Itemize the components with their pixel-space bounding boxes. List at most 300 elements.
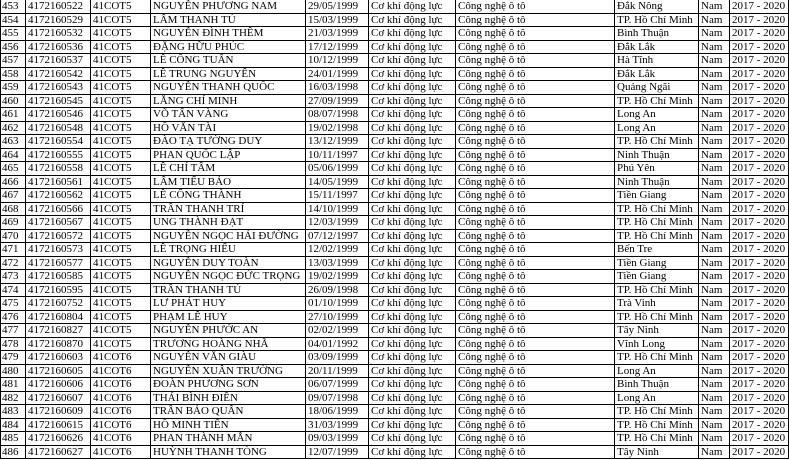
major-cell: Công nghệ ô tô	[456, 229, 615, 243]
table-row	[1, 445, 789, 459]
class-code-cell: 41COT5	[91, 337, 151, 351]
province-cell: TP. Hồ Chí Minh	[615, 216, 699, 230]
course-years-cell: 2017 - 2020	[730, 135, 789, 149]
major-cell: Công nghệ ô tô	[456, 13, 615, 27]
table-row	[1, 310, 789, 324]
province-cell: TP. Hồ Chí Minh	[615, 310, 699, 324]
major-cell: Công nghệ ô tô	[456, 283, 615, 297]
gender-cell: Nam	[699, 162, 730, 176]
course-years-cell: 2017 - 2020	[730, 391, 789, 405]
row-number-cell: 478	[1, 337, 26, 351]
table-row	[1, 54, 789, 68]
class-code-cell: 41COT6	[91, 445, 151, 459]
course-years-cell: 2017 - 2020	[730, 256, 789, 270]
province-cell: Đắk Lắk	[615, 40, 699, 54]
student-id-cell: 4172160529	[26, 13, 91, 27]
student-id-cell: 4172160546	[26, 108, 91, 122]
student-name-cell: NGUYỄN PHƯƠNG NAM	[151, 0, 306, 13]
student-name-cell: LÊ TRUNG NGUYÊN	[151, 67, 306, 81]
student-name-cell: HỒ MINH TIẾN	[151, 418, 306, 432]
faculty-cell: Cơ khí động lực	[369, 135, 456, 149]
major-cell: Công nghệ ô tô	[456, 108, 615, 122]
gender-cell: Nam	[699, 0, 730, 13]
major-cell: Công nghệ ô tô	[456, 432, 615, 446]
table-row	[1, 405, 789, 419]
date-of-birth-cell: 05/06/1999	[306, 162, 369, 176]
major-cell: Công nghệ ô tô	[456, 135, 615, 149]
date-of-birth-cell: 27/10/1999	[306, 310, 369, 324]
student-name-cell: LÂM THANH TÚ	[151, 13, 306, 27]
row-number-cell: 480	[1, 364, 26, 378]
faculty-cell: Cơ khí động lực	[369, 13, 456, 27]
class-code-cell: 41COT6	[91, 364, 151, 378]
student-id-cell: 4172160573	[26, 243, 91, 257]
class-code-cell: 41COT6	[91, 432, 151, 446]
class-code-cell: 41COT5	[91, 148, 151, 162]
student-name-cell: HUỲNH THANH TÒNG	[151, 445, 306, 459]
date-of-birth-cell: 08/07/1998	[306, 108, 369, 122]
student-id-cell: 4172160605	[26, 364, 91, 378]
student-name-cell: TRẦN THANH TÚ	[151, 283, 306, 297]
major-cell: Công nghệ ô tô	[456, 202, 615, 216]
gender-cell: Nam	[699, 202, 730, 216]
course-years-cell: 2017 - 2020	[730, 121, 789, 135]
faculty-cell: Cơ khí động lực	[369, 364, 456, 378]
faculty-cell: Cơ khí động lực	[369, 94, 456, 108]
date-of-birth-cell: 26/09/1998	[306, 283, 369, 297]
major-cell: Công nghệ ô tô	[456, 175, 615, 189]
course-years-cell: 2017 - 2020	[730, 81, 789, 95]
row-number-cell: 454	[1, 13, 26, 27]
row-number-cell: 453	[1, 0, 26, 13]
course-years-cell: 2017 - 2020	[730, 405, 789, 419]
province-cell: Long An	[615, 121, 699, 135]
row-number-cell: 485	[1, 432, 26, 446]
student-name-cell: HỒ VĂN TÀI	[151, 121, 306, 135]
date-of-birth-cell: 09/03/1999	[306, 432, 369, 446]
row-number-cell: 483	[1, 405, 26, 419]
class-code-cell: 41COT6	[91, 378, 151, 392]
student-id-cell: 4172160537	[26, 54, 91, 68]
gender-cell: Nam	[699, 405, 730, 419]
table-row	[1, 148, 789, 162]
faculty-cell: Cơ khí động lực	[369, 67, 456, 81]
table-row	[1, 108, 789, 122]
row-number-cell: 463	[1, 135, 26, 149]
table-row	[1, 283, 789, 297]
class-code-cell: 41COT5	[91, 94, 151, 108]
student-id-cell: 4172160609	[26, 405, 91, 419]
class-code-cell: 41COT5	[91, 81, 151, 95]
major-cell: Công nghệ ô tô	[456, 162, 615, 176]
table-row	[1, 351, 789, 365]
student-id-cell: 4172160532	[26, 27, 91, 41]
course-years-cell: 2017 - 2020	[730, 243, 789, 257]
province-cell: TP. Hồ Chí Minh	[615, 94, 699, 108]
row-number-cell: 468	[1, 202, 26, 216]
table-row	[1, 94, 789, 108]
date-of-birth-cell: 01/10/1999	[306, 297, 369, 311]
major-cell: Công nghệ ô tô	[456, 418, 615, 432]
class-code-cell: 41COT6	[91, 418, 151, 432]
row-number-cell: 460	[1, 94, 26, 108]
faculty-cell: Cơ khí động lực	[369, 297, 456, 311]
province-cell: Tiền Giang	[615, 270, 699, 284]
table-row	[1, 135, 789, 149]
row-number-cell: 475	[1, 297, 26, 311]
province-cell: Vĩnh Long	[615, 337, 699, 351]
course-years-cell: 2017 - 2020	[730, 67, 789, 81]
faculty-cell: Cơ khí động lực	[369, 324, 456, 338]
student-id-cell: 4172160870	[26, 337, 91, 351]
faculty-cell: Cơ khí động lực	[369, 243, 456, 257]
faculty-cell: Cơ khí động lực	[369, 229, 456, 243]
faculty-cell: Cơ khí động lực	[369, 337, 456, 351]
table-row	[1, 162, 789, 176]
date-of-birth-cell: 17/12/1999	[306, 40, 369, 54]
row-number-cell: 484	[1, 418, 26, 432]
gender-cell: Nam	[699, 13, 730, 27]
gender-cell: Nam	[699, 445, 730, 459]
province-cell: TP. Hồ Chí Minh	[615, 405, 699, 419]
date-of-birth-cell: 07/12/1997	[306, 229, 369, 243]
student-id-cell: 4172160572	[26, 229, 91, 243]
student-id-cell: 4172160595	[26, 283, 91, 297]
course-years-cell: 2017 - 2020	[730, 148, 789, 162]
province-cell: Tiền Giang	[615, 189, 699, 203]
row-number-cell: 457	[1, 54, 26, 68]
date-of-birth-cell: 19/02/1999	[306, 270, 369, 284]
province-cell: TP. Hồ Chí Minh	[615, 202, 699, 216]
major-cell: Công nghệ ô tô	[456, 297, 615, 311]
date-of-birth-cell: 10/11/1997	[306, 148, 369, 162]
student-id-cell: 4172160542	[26, 67, 91, 81]
table-row	[1, 27, 789, 41]
student-name-cell: NGUYỄN NGỌC HẢI ĐƯỜNG	[151, 229, 306, 243]
gender-cell: Nam	[699, 189, 730, 203]
student-name-cell: ĐÀO TẠ TƯỜNG DUY	[151, 135, 306, 149]
student-name-cell: ĐẶNG HỮU PHÚC	[151, 40, 306, 54]
faculty-cell: Cơ khí động lực	[369, 148, 456, 162]
date-of-birth-cell: 14/10/1999	[306, 202, 369, 216]
table-row	[1, 391, 789, 405]
student-name-cell: LÊ CHÍ TÂM	[151, 162, 306, 176]
course-years-cell: 2017 - 2020	[730, 324, 789, 338]
province-cell: Long An	[615, 108, 699, 122]
faculty-cell: Cơ khí động lực	[369, 351, 456, 365]
class-code-cell: 41COT5	[91, 229, 151, 243]
row-number-cell: 458	[1, 67, 26, 81]
major-cell: Công nghệ ô tô	[456, 0, 615, 13]
date-of-birth-cell: 19/02/1998	[306, 121, 369, 135]
student-name-cell: NGUYỄN PHƯỚC AN	[151, 324, 306, 338]
gender-cell: Nam	[699, 40, 730, 54]
province-cell: TP. Hồ Chí Minh	[615, 351, 699, 365]
course-years-cell: 2017 - 2020	[730, 351, 789, 365]
class-code-cell: 41COT5	[91, 108, 151, 122]
table-row	[1, 216, 789, 230]
province-cell: Long An	[615, 364, 699, 378]
course-years-cell: 2017 - 2020	[730, 297, 789, 311]
student-name-cell: LƯ PHÁT HUY	[151, 297, 306, 311]
province-cell: Ninh Thuận	[615, 175, 699, 189]
gender-cell: Nam	[699, 67, 730, 81]
province-cell: TP. Hồ Chí Minh	[615, 418, 699, 432]
course-years-cell: 2017 - 2020	[730, 0, 789, 13]
major-cell: Công nghệ ô tô	[456, 310, 615, 324]
faculty-cell: Cơ khí động lực	[369, 108, 456, 122]
student-id-cell: 4172160627	[26, 445, 91, 459]
row-number-cell: 467	[1, 189, 26, 203]
table-row	[1, 121, 789, 135]
row-number-cell: 472	[1, 256, 26, 270]
student-name-cell: LÂM TIỂU BẢO	[151, 175, 306, 189]
row-number-cell: 469	[1, 216, 26, 230]
table-row	[1, 243, 789, 257]
student-name-cell: NGUYỄN VĂN GIÀU	[151, 351, 306, 365]
date-of-birth-cell: 18/06/1999	[306, 405, 369, 419]
row-number-cell: 462	[1, 121, 26, 135]
major-cell: Công nghệ ô tô	[456, 391, 615, 405]
province-cell: Tiền Giang	[615, 256, 699, 270]
student-name-cell: TRẦN BẢO QUÂN	[151, 405, 306, 419]
course-years-cell: 2017 - 2020	[730, 216, 789, 230]
class-code-cell: 41COT5	[91, 202, 151, 216]
class-code-cell: 41COT5	[91, 121, 151, 135]
class-code-cell: 41COT6	[91, 391, 151, 405]
row-number-cell: 482	[1, 391, 26, 405]
student-id-cell: 4172160804	[26, 310, 91, 324]
student-name-cell: THÁI BÌNH ĐIỀN	[151, 391, 306, 405]
row-number-cell: 474	[1, 283, 26, 297]
row-number-cell: 481	[1, 378, 26, 392]
course-years-cell: 2017 - 2020	[730, 40, 789, 54]
gender-cell: Nam	[699, 418, 730, 432]
gender-cell: Nam	[699, 135, 730, 149]
date-of-birth-cell: 04/01/1992	[306, 337, 369, 351]
row-number-cell: 459	[1, 81, 26, 95]
student-name-cell: NGUYỄN NGỌC ĐỨC TRỌNG	[151, 270, 306, 284]
student-id-cell: 4172160545	[26, 94, 91, 108]
class-code-cell: 41COT5	[91, 216, 151, 230]
course-years-cell: 2017 - 2020	[730, 270, 789, 284]
student-id-cell: 4172160585	[26, 270, 91, 284]
class-code-cell: 41COT5	[91, 324, 151, 338]
student-id-cell: 4172160567	[26, 216, 91, 230]
province-cell: Bến Tre	[615, 243, 699, 257]
row-number-cell: 477	[1, 324, 26, 338]
gender-cell: Nam	[699, 256, 730, 270]
major-cell: Công nghệ ô tô	[456, 337, 615, 351]
table-row	[1, 202, 789, 216]
gender-cell: Nam	[699, 27, 730, 41]
gender-cell: Nam	[699, 351, 730, 365]
major-cell: Công nghệ ô tô	[456, 54, 615, 68]
province-cell: TP. Hồ Chí Minh	[615, 135, 699, 149]
class-code-cell: 41COT6	[91, 405, 151, 419]
province-cell: TP. Hồ Chí Minh	[615, 229, 699, 243]
student-name-cell: ĐOÀN PHƯƠNG SƠN	[151, 378, 306, 392]
student-id-cell: 4172160615	[26, 418, 91, 432]
course-years-cell: 2017 - 2020	[730, 202, 789, 216]
course-years-cell: 2017 - 2020	[730, 283, 789, 297]
province-cell: Ninh Thuận	[615, 148, 699, 162]
student-name-cell: NGUYỄN ĐÌNH THÊM	[151, 27, 306, 41]
faculty-cell: Cơ khí động lực	[369, 270, 456, 284]
gender-cell: Nam	[699, 378, 730, 392]
student-name-cell: LÊ TRỌNG HIẾU	[151, 243, 306, 257]
student-name-cell: NGUYỄN DUY TOÀN	[151, 256, 306, 270]
student-name-cell: LÊ CÔNG THÀNH	[151, 189, 306, 203]
student-name-cell: NGUYỄN XUÂN TRƯỜNG	[151, 364, 306, 378]
faculty-cell: Cơ khí động lực	[369, 162, 456, 176]
row-number-cell: 456	[1, 40, 26, 54]
class-code-cell: 41COT5	[91, 0, 151, 13]
province-cell: TP. Hồ Chí Minh	[615, 432, 699, 446]
student-name-cell: PHAN THÀNH MẪN	[151, 432, 306, 446]
row-number-cell: 465	[1, 162, 26, 176]
student-id-cell: 4172160536	[26, 40, 91, 54]
class-code-cell: 41COT5	[91, 297, 151, 311]
course-years-cell: 2017 - 2020	[730, 13, 789, 27]
gender-cell: Nam	[699, 81, 730, 95]
student-id-cell: 4172160543	[26, 81, 91, 95]
class-code-cell: 41COT5	[91, 13, 151, 27]
province-cell: Trà Vinh	[615, 297, 699, 311]
date-of-birth-cell: 12/07/1999	[306, 445, 369, 459]
province-cell: Phú Yên	[615, 162, 699, 176]
gender-cell: Nam	[699, 432, 730, 446]
table-row	[1, 256, 789, 270]
student-id-cell: 4172160752	[26, 297, 91, 311]
major-cell: Công nghệ ô tô	[456, 364, 615, 378]
course-years-cell: 2017 - 2020	[730, 175, 789, 189]
gender-cell: Nam	[699, 216, 730, 230]
student-name-cell: TRẦN THANH TRÍ	[151, 202, 306, 216]
class-code-cell: 41COT5	[91, 256, 151, 270]
course-years-cell: 2017 - 2020	[730, 445, 789, 459]
faculty-cell: Cơ khí động lực	[369, 310, 456, 324]
student-name-cell: LĂNG CHÍ MINH	[151, 94, 306, 108]
province-cell: Tây Ninh	[615, 445, 699, 459]
faculty-cell: Cơ khí động lực	[369, 81, 456, 95]
province-cell: TP. Hồ Chí Minh	[615, 283, 699, 297]
major-cell: Công nghệ ô tô	[456, 405, 615, 419]
date-of-birth-cell: 09/07/1998	[306, 391, 369, 405]
student-id-cell: 4172160606	[26, 378, 91, 392]
row-number-cell: 471	[1, 243, 26, 257]
gender-cell: Nam	[699, 310, 730, 324]
table-row	[1, 229, 789, 243]
table-row	[1, 418, 789, 432]
class-code-cell: 41COT5	[91, 54, 151, 68]
gender-cell: Nam	[699, 94, 730, 108]
student-id-cell: 4172160827	[26, 324, 91, 338]
course-years-cell: 2017 - 2020	[730, 162, 789, 176]
table-row	[1, 270, 789, 284]
faculty-cell: Cơ khí động lực	[369, 378, 456, 392]
province-cell: Bình Thuận	[615, 378, 699, 392]
province-cell: TP. Hồ Chí Minh	[615, 13, 699, 27]
date-of-birth-cell: 12/02/1999	[306, 243, 369, 257]
gender-cell: Nam	[699, 270, 730, 284]
row-number-cell: 479	[1, 351, 26, 365]
date-of-birth-cell: 10/12/1999	[306, 54, 369, 68]
gender-cell: Nam	[699, 337, 730, 351]
faculty-cell: Cơ khí động lực	[369, 0, 456, 13]
date-of-birth-cell: 15/03/1999	[306, 13, 369, 27]
faculty-cell: Cơ khí động lực	[369, 283, 456, 297]
gender-cell: Nam	[699, 54, 730, 68]
student-name-cell: VÕ TẤN VÀNG	[151, 108, 306, 122]
student-id-cell: 4172160555	[26, 148, 91, 162]
course-years-cell: 2017 - 2020	[730, 54, 789, 68]
class-code-cell: 41COT5	[91, 135, 151, 149]
course-years-cell: 2017 - 2020	[730, 432, 789, 446]
class-code-cell: 41COT5	[91, 27, 151, 41]
major-cell: Công nghệ ô tô	[456, 270, 615, 284]
student-id-cell: 4172160561	[26, 175, 91, 189]
row-number-cell: 470	[1, 229, 26, 243]
row-number-cell: 466	[1, 175, 26, 189]
course-years-cell: 2017 - 2020	[730, 310, 789, 324]
course-years-cell: 2017 - 2020	[730, 418, 789, 432]
faculty-cell: Cơ khí động lực	[369, 189, 456, 203]
faculty-cell: Cơ khí động lực	[369, 256, 456, 270]
faculty-cell: Cơ khí động lực	[369, 432, 456, 446]
student-name-cell: LÊ CÔNG TUẤN	[151, 54, 306, 68]
faculty-cell: Cơ khí động lực	[369, 418, 456, 432]
gender-cell: Nam	[699, 121, 730, 135]
gender-cell: Nam	[699, 148, 730, 162]
student-id-cell: 4172160626	[26, 432, 91, 446]
class-code-cell: 41COT5	[91, 175, 151, 189]
date-of-birth-cell: 24/01/1999	[306, 67, 369, 81]
course-years-cell: 2017 - 2020	[730, 189, 789, 203]
student-id-cell: 4172160577	[26, 256, 91, 270]
class-code-cell: 41COT6	[91, 351, 151, 365]
gender-cell: Nam	[699, 391, 730, 405]
faculty-cell: Cơ khí động lực	[369, 445, 456, 459]
student-id-cell: 4172160562	[26, 189, 91, 203]
gender-cell: Nam	[699, 229, 730, 243]
student-list-body	[1, 0, 789, 459]
student-id-cell: 4172160607	[26, 391, 91, 405]
table-row	[1, 324, 789, 338]
class-code-cell: 41COT5	[91, 189, 151, 203]
major-cell: Công nghệ ô tô	[456, 121, 615, 135]
province-cell: Hà Tĩnh	[615, 54, 699, 68]
gender-cell: Nam	[699, 297, 730, 311]
faculty-cell: Cơ khí động lực	[369, 40, 456, 54]
date-of-birth-cell: 14/05/1999	[306, 175, 369, 189]
faculty-cell: Cơ khí động lực	[369, 175, 456, 189]
class-code-cell: 41COT5	[91, 40, 151, 54]
major-cell: Công nghệ ô tô	[456, 324, 615, 338]
student-name-cell: PHẠM LÊ HUY	[151, 310, 306, 324]
date-of-birth-cell: 21/03/1999	[306, 27, 369, 41]
gender-cell: Nam	[699, 324, 730, 338]
row-number-cell: 476	[1, 310, 26, 324]
gender-cell: Nam	[699, 283, 730, 297]
date-of-birth-cell: 06/07/1999	[306, 378, 369, 392]
province-cell: Long An	[615, 391, 699, 405]
course-years-cell: 2017 - 2020	[730, 94, 789, 108]
date-of-birth-cell: 13/12/1999	[306, 135, 369, 149]
gender-cell: Nam	[699, 108, 730, 122]
faculty-cell: Cơ khí động lực	[369, 27, 456, 41]
student-id-cell: 4172160522	[26, 0, 91, 13]
